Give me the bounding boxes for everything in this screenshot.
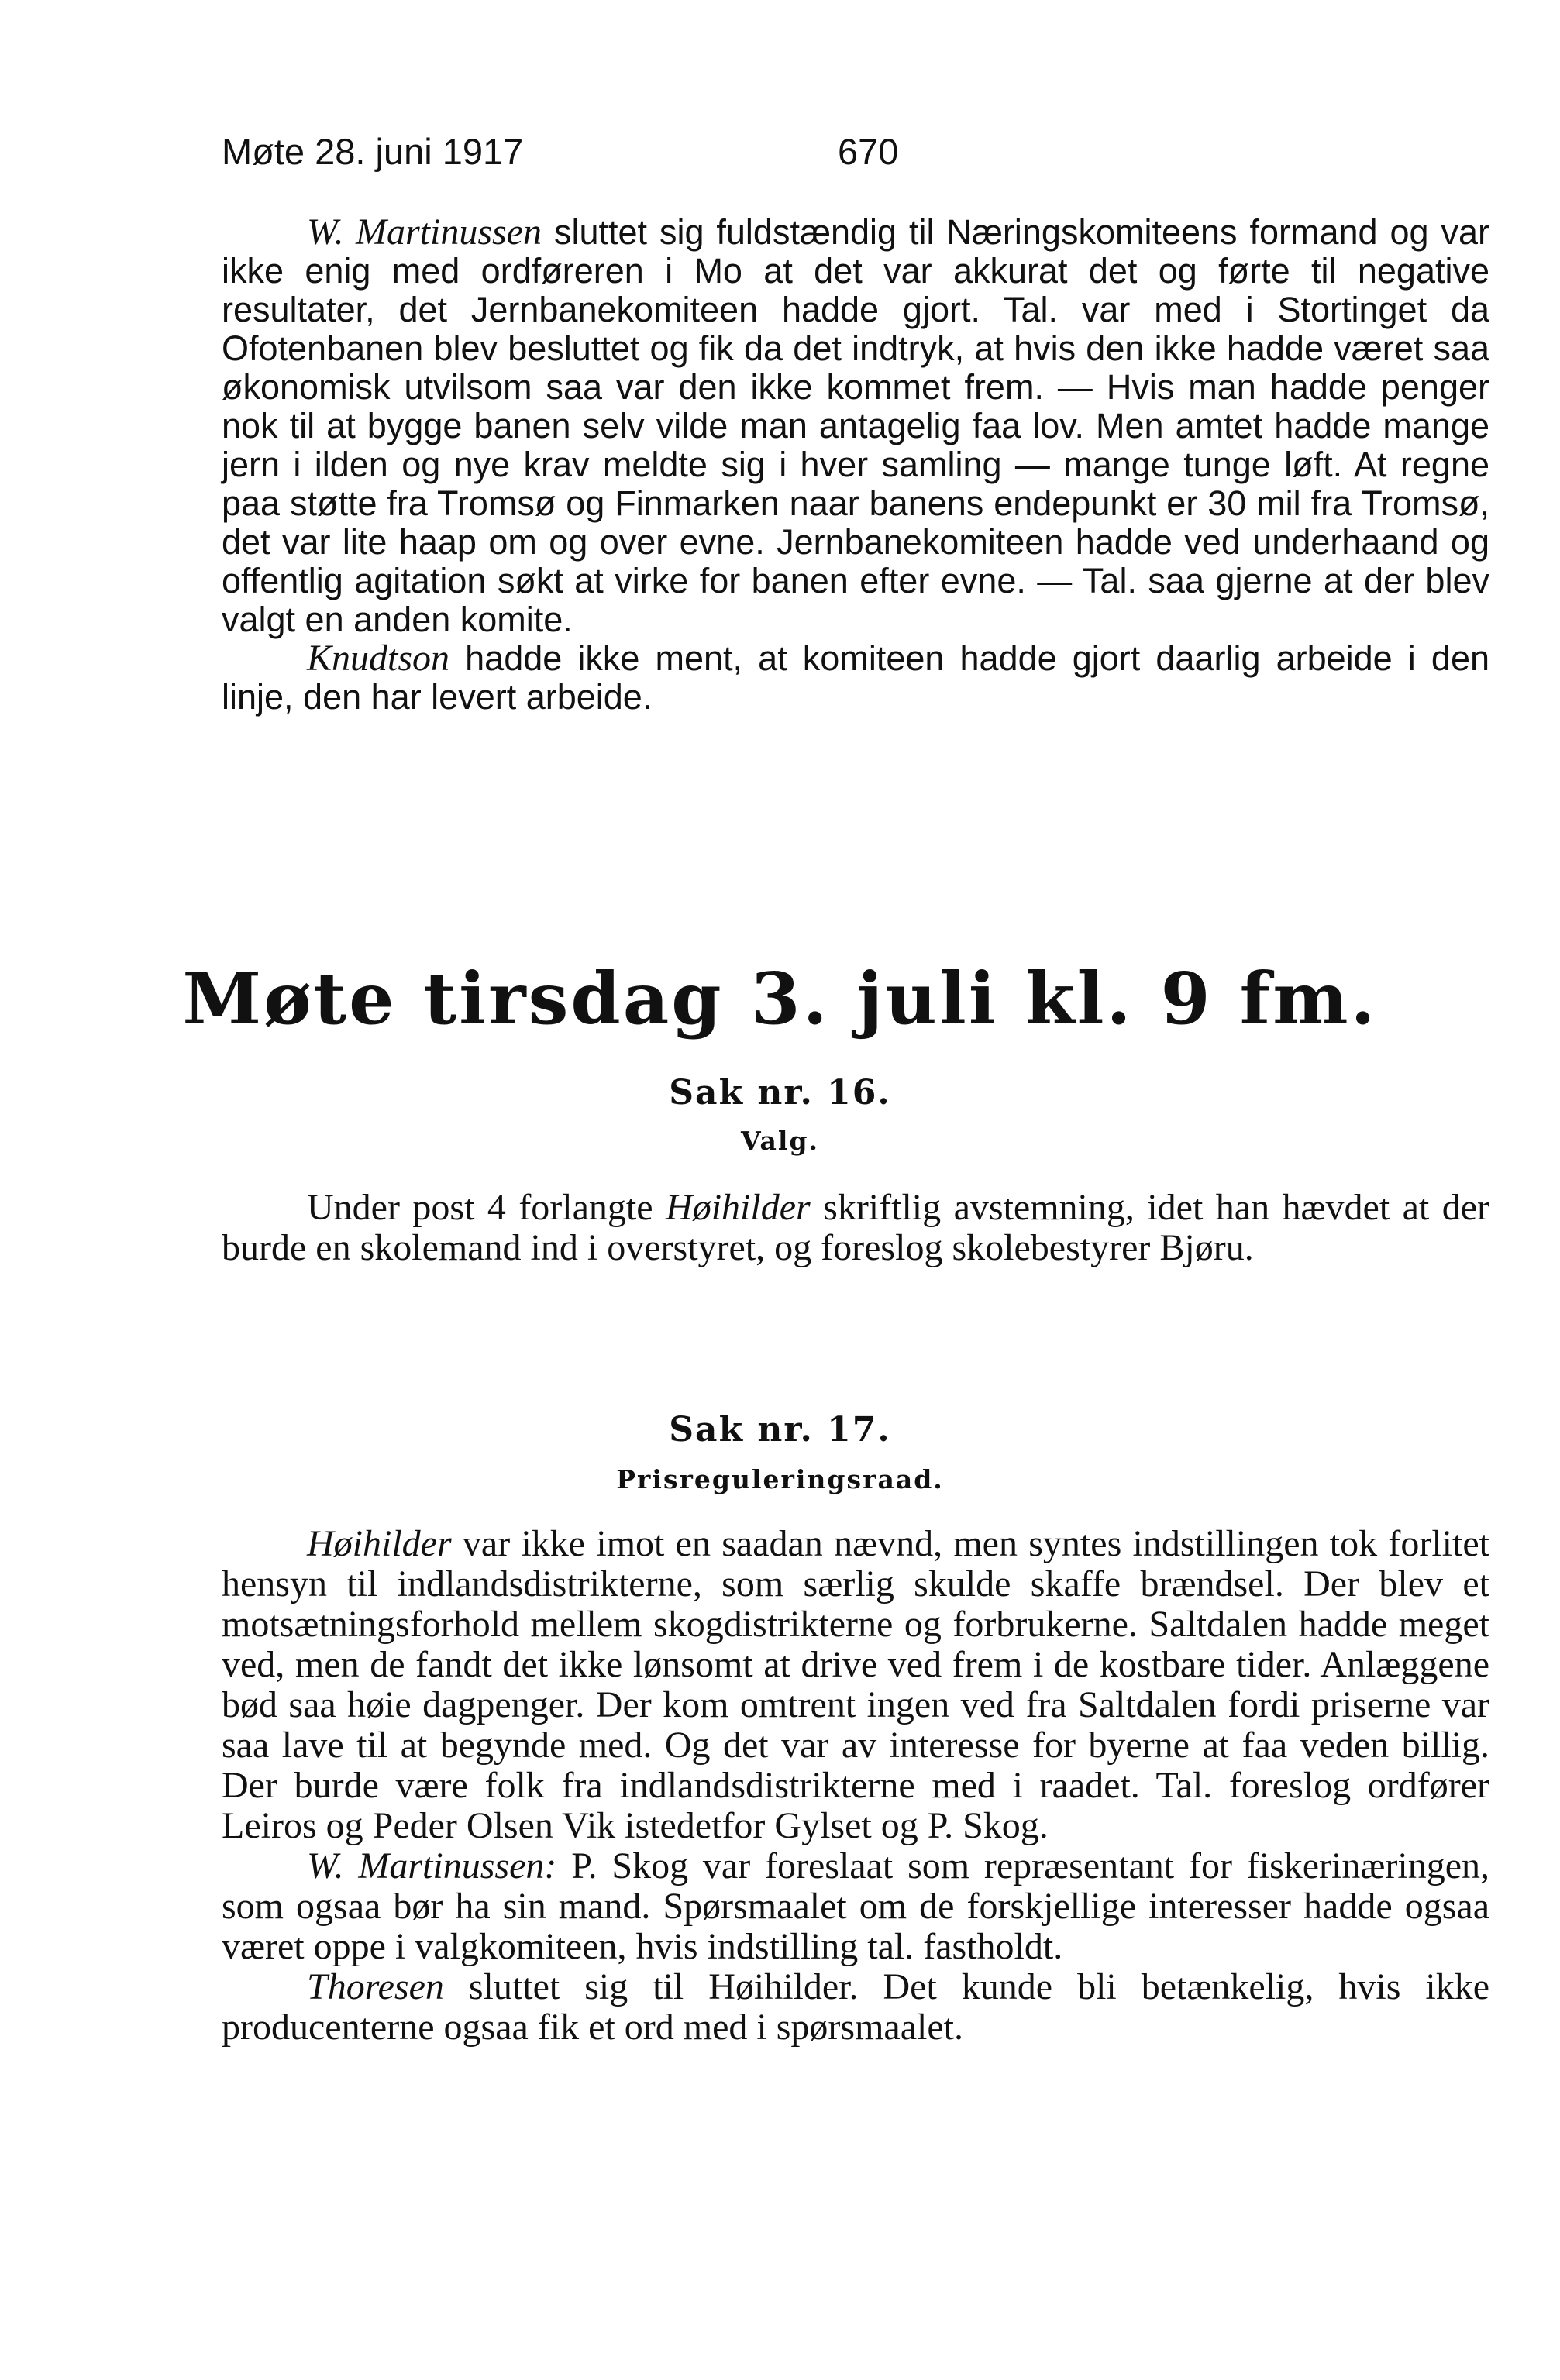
paragraph-text: var ikke imot en saadan nævnd, men syntes indstillingen tok forlitet hensyn til indlandsdistrikterne, som særlig skulde skaffe brændsel. Der blev et motsætningsforhold mellem skogdistrikterne og forbrukerne. Saltdalen hadde meget ved, men de fandt det ikke lønsomt at drive ved frem i de kostbare tider. Anlæggene bød saa høie dagpenger. Der kom omtrent ingen ved fra Saltdalen fordi priserne var saa lave til at begynde med. Og det var av interesse for byerne at faa veden billig. Der burde være folk fra indlandsdistrikterne med i raadet. Tal. foreslog ordfører Leiros og Peder Olsen Vik istedetfor Gylset og P. Skog. xyxy=(222,1523,1489,1846)
sak-16-heading: Sak nr. 16. xyxy=(669,1073,891,1113)
speaker-name: Knudtson xyxy=(307,638,450,679)
paragraph-text: hadde ikke ment, at komiteen hadde gjort daarlig arbeide i den linje, den har levert arbeide. xyxy=(222,638,1489,717)
paragraph-text: sluttet sig til Høihilder. Det kunde bli betænkelig, hvis ikke producenterne ogsaa fik et ord med i spørsmaalet. xyxy=(222,1966,1489,2048)
speaker-name: Høihilder xyxy=(307,1523,452,1564)
paragraph-hoihilder-valg xyxy=(222,1188,1489,1268)
meeting-title: Møte tirsdag 3. juli kl. 9 fm. xyxy=(182,957,1378,1040)
speaker-name: W. Martinussen xyxy=(307,212,542,253)
sak-17-body xyxy=(222,1524,1489,2048)
paragraph-thoresen xyxy=(222,1967,1489,2048)
paragraph-knudtson xyxy=(222,639,1489,717)
speaker-name: W. Martinussen: xyxy=(307,1845,557,1886)
section-1 xyxy=(222,213,1489,717)
header-date: Møte 28. juni 1917 xyxy=(222,131,524,172)
sak-17-subheading: Prisreguleringsraad. xyxy=(616,1464,944,1494)
speaker-name: Høihilder xyxy=(666,1187,811,1228)
paragraph-text: P. Skog var foreslaat som repræsentant for fiskerinæringen, som ogsaa bør ha sin mand. Spørsmaalet om de forskjellige interesser hadde ogsaa været oppe i valgkomiteen, hvis indstilling tal. fastholdt. xyxy=(222,1845,1490,1967)
speaker-name: Thoresen xyxy=(307,1966,444,2007)
sak-16-body xyxy=(222,1188,1489,1268)
paragraph-text: skriftlig avstemning, idet han hævdet at der burde en skolemand ind i overstyret, og foreslog skolebestyrer Bjøru. xyxy=(222,1187,1490,1268)
paragraph-lead: Under post 4 forlangte xyxy=(307,1187,666,1228)
sak-17-heading: Sak nr. 17. xyxy=(669,1410,891,1450)
paragraph-martinussen xyxy=(222,213,1489,639)
paragraph-text: sluttet sig fuldstændig til Næringskomiteens formand og var ikke enig med ordføreren i Mo at det var akkurat det og førte til negative resultater, det Jernbanekomiteen hadde gjort. Tal. var med i Stortinget da Ofotenbanen blev besluttet og fik da det indtryk, at hvis den ikke hadde været saa økonomisk utvilsom saa var den ikke kommet frem. — Hvis man hadde penger nok til at bygge banen selv vilde man antagelig faa lov. Men amtet hadde mange jern i ilden og nye krav meldte sig i hver samling — mange tunge løft. At regne paa støtte fra Tromsø og Finmarken naar banens endepunkt er 30 mil fra Tromsø, det var lite haap om og over evne. Jernbanekomiteen hadde ved underhaand og offentlig agitation søkt at virke for banen efter evne. — Tal. saa gjerne at der blev valgt en anden komite. xyxy=(222,212,1489,639)
page-number: 670 xyxy=(838,131,899,172)
sak-16-subheading: Valg. xyxy=(740,1126,820,1156)
paragraph-hoihilder xyxy=(222,1524,1489,1846)
paragraph-martinussen-2 xyxy=(222,1846,1489,1967)
